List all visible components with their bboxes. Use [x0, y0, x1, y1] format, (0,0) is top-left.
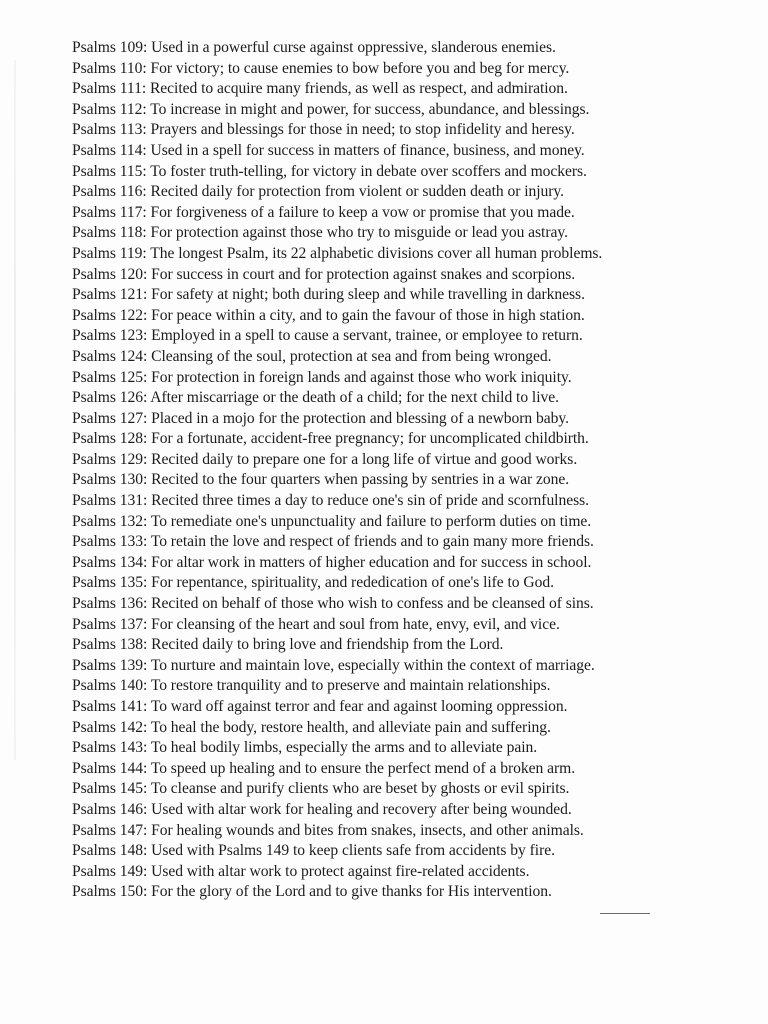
psalm-line: Psalms 135: For repentance, spirituality, and rededication of one's life to God.: [72, 574, 554, 592]
psalm-list: [72, 38, 602, 903]
psalm-line: Psalms 119: The longest Psalm, its 22 alphabetic divisions cover all human problems.: [72, 244, 603, 262]
psalm-line: Psalms 150: For the glory of the Lord and to give thanks for His intervention.: [72, 883, 552, 901]
psalm-line: Psalms 127: Placed in a mojo for the protection and blessing of a newborn baby.: [72, 409, 569, 427]
psalm-line: Psalms 134: For altar work in matters of higher education and for success in school.: [72, 553, 592, 571]
psalm-line: Psalms 124: Cleansing of the soul, protection at sea and from being wronged.: [72, 347, 552, 365]
psalm-line: Psalms 144: To speed up healing and to ensure the perfect mend of a broken arm.: [72, 759, 576, 777]
psalm-line: Psalms 148: Used with Psalms 149 to keep clients safe from accidents by fire.: [72, 842, 555, 860]
psalm-line: Psalms 128: For a fortunate, accident-free pregnancy; for uncomplicated childbirth.: [72, 430, 589, 448]
psalm-line: Psalms 131: Recited three times a day to reduce one's sin of pride and scornfulness.: [72, 492, 589, 510]
psalm-line: Psalms 149: Used with altar work to protect against fire-related accidents.: [72, 862, 530, 880]
end-rule: [600, 913, 650, 914]
psalm-line: Psalms 140: To restore tranquility and to preserve and maintain relationships.: [72, 677, 551, 695]
psalm-line: Psalms 115: To foster truth-telling, for victory in debate over scoffers and mockers.: [72, 162, 587, 180]
psalm-line: Psalms 146: Used with altar work for healing and recovery after being wounded.: [72, 800, 572, 818]
psalm-line: Psalms 118: For protection against those who try to misguide or lead you astray.: [72, 224, 568, 242]
psalm-line: Psalms 130: Recited to the four quarters when passing by sentries in a war zone.: [72, 471, 570, 489]
scan-edge-shadow: [14, 60, 16, 760]
psalm-line: Psalms 112: To increase in might and power, for success, abundance, and blessings.: [72, 100, 590, 118]
psalm-line: Psalms 125: For protection in foreign lands and against those who work iniquity.: [72, 368, 572, 386]
psalm-line: Psalms 120: For success in court and for protection against snakes and scorpions.: [72, 265, 576, 283]
psalm-line: Psalms 143: To heal bodily limbs, especially the arms and to alleviate pain.: [72, 739, 538, 757]
psalm-line: Psalms 136: Recited on behalf of those who wish to confess and be cleansed of sins.: [72, 595, 594, 613]
psalm-line: Psalms 111: Recited to acquire many friends, as well as respect, and admiration.: [72, 80, 568, 98]
psalm-line: Psalms 129: Recited daily to prepare one for a long life of virtue and good works.: [72, 450, 578, 468]
psalm-line: Psalms 132: To remediate one's unpunctuality and failure to perform duties on time.: [72, 512, 592, 530]
psalm-line: Psalms 147: For healing wounds and bites from snakes, insects, and other animals.: [72, 821, 584, 839]
psalm-line: Psalms 137: For cleansing of the heart and soul from hate, envy, evil, and vice.: [72, 615, 560, 633]
psalm-line: Psalms 138: Recited daily to bring love and friendship from the Lord.: [72, 636, 504, 654]
psalm-line: Psalms 142: To heal the body, restore health, and alleviate pain and suffering.: [72, 718, 551, 736]
psalm-line: Psalms 139: To nurture and maintain love, especially within the context of marriage.: [72, 656, 595, 674]
psalm-line: Psalms 116: Recited daily for protection from violent or sudden death or injury.: [72, 183, 565, 201]
psalm-line: Psalms 145: To cleanse and purify clients who are beset by ghosts or evil spirits.: [72, 780, 570, 798]
psalm-line: Psalms 141: To ward off against terror and fear and against looming oppression.: [72, 698, 568, 715]
psalm-line: Psalms 114: Used in a spell for success in matters of finance, business, and money.: [72, 141, 585, 159]
psalm-line: Psalms 133: To retain the love and respect of friends and to gain many more friends.: [72, 533, 594, 551]
psalm-line: Psalms 122: For peace within a city, and to gain the favour of those in high station.: [72, 306, 585, 324]
psalm-line: Psalms 113: Prayers and blessings for those in need; to stop infidelity and heresy.: [72, 121, 575, 139]
psalm-line: Psalms 121: For safety at night; both during sleep and while travelling in darkness.: [72, 286, 585, 304]
psalm-line: Psalms 109: Used in a powerful curse against oppressive, slanderous enemies.: [72, 39, 556, 56]
psalm-line: Psalms 117: For forgiveness of a failure to keep a vow or promise that you made.: [72, 203, 575, 221]
psalm-line: Psalms 123: Employed in a spell to cause a servant, trainee, or employee to return.: [72, 327, 583, 345]
psalm-line: Psalms 110: For victory; to cause enemies to bow before you and beg for mercy.: [72, 59, 570, 77]
psalm-line: Psalms 126: After miscarriage or the death of a child; for the next child to live.: [72, 389, 559, 407]
